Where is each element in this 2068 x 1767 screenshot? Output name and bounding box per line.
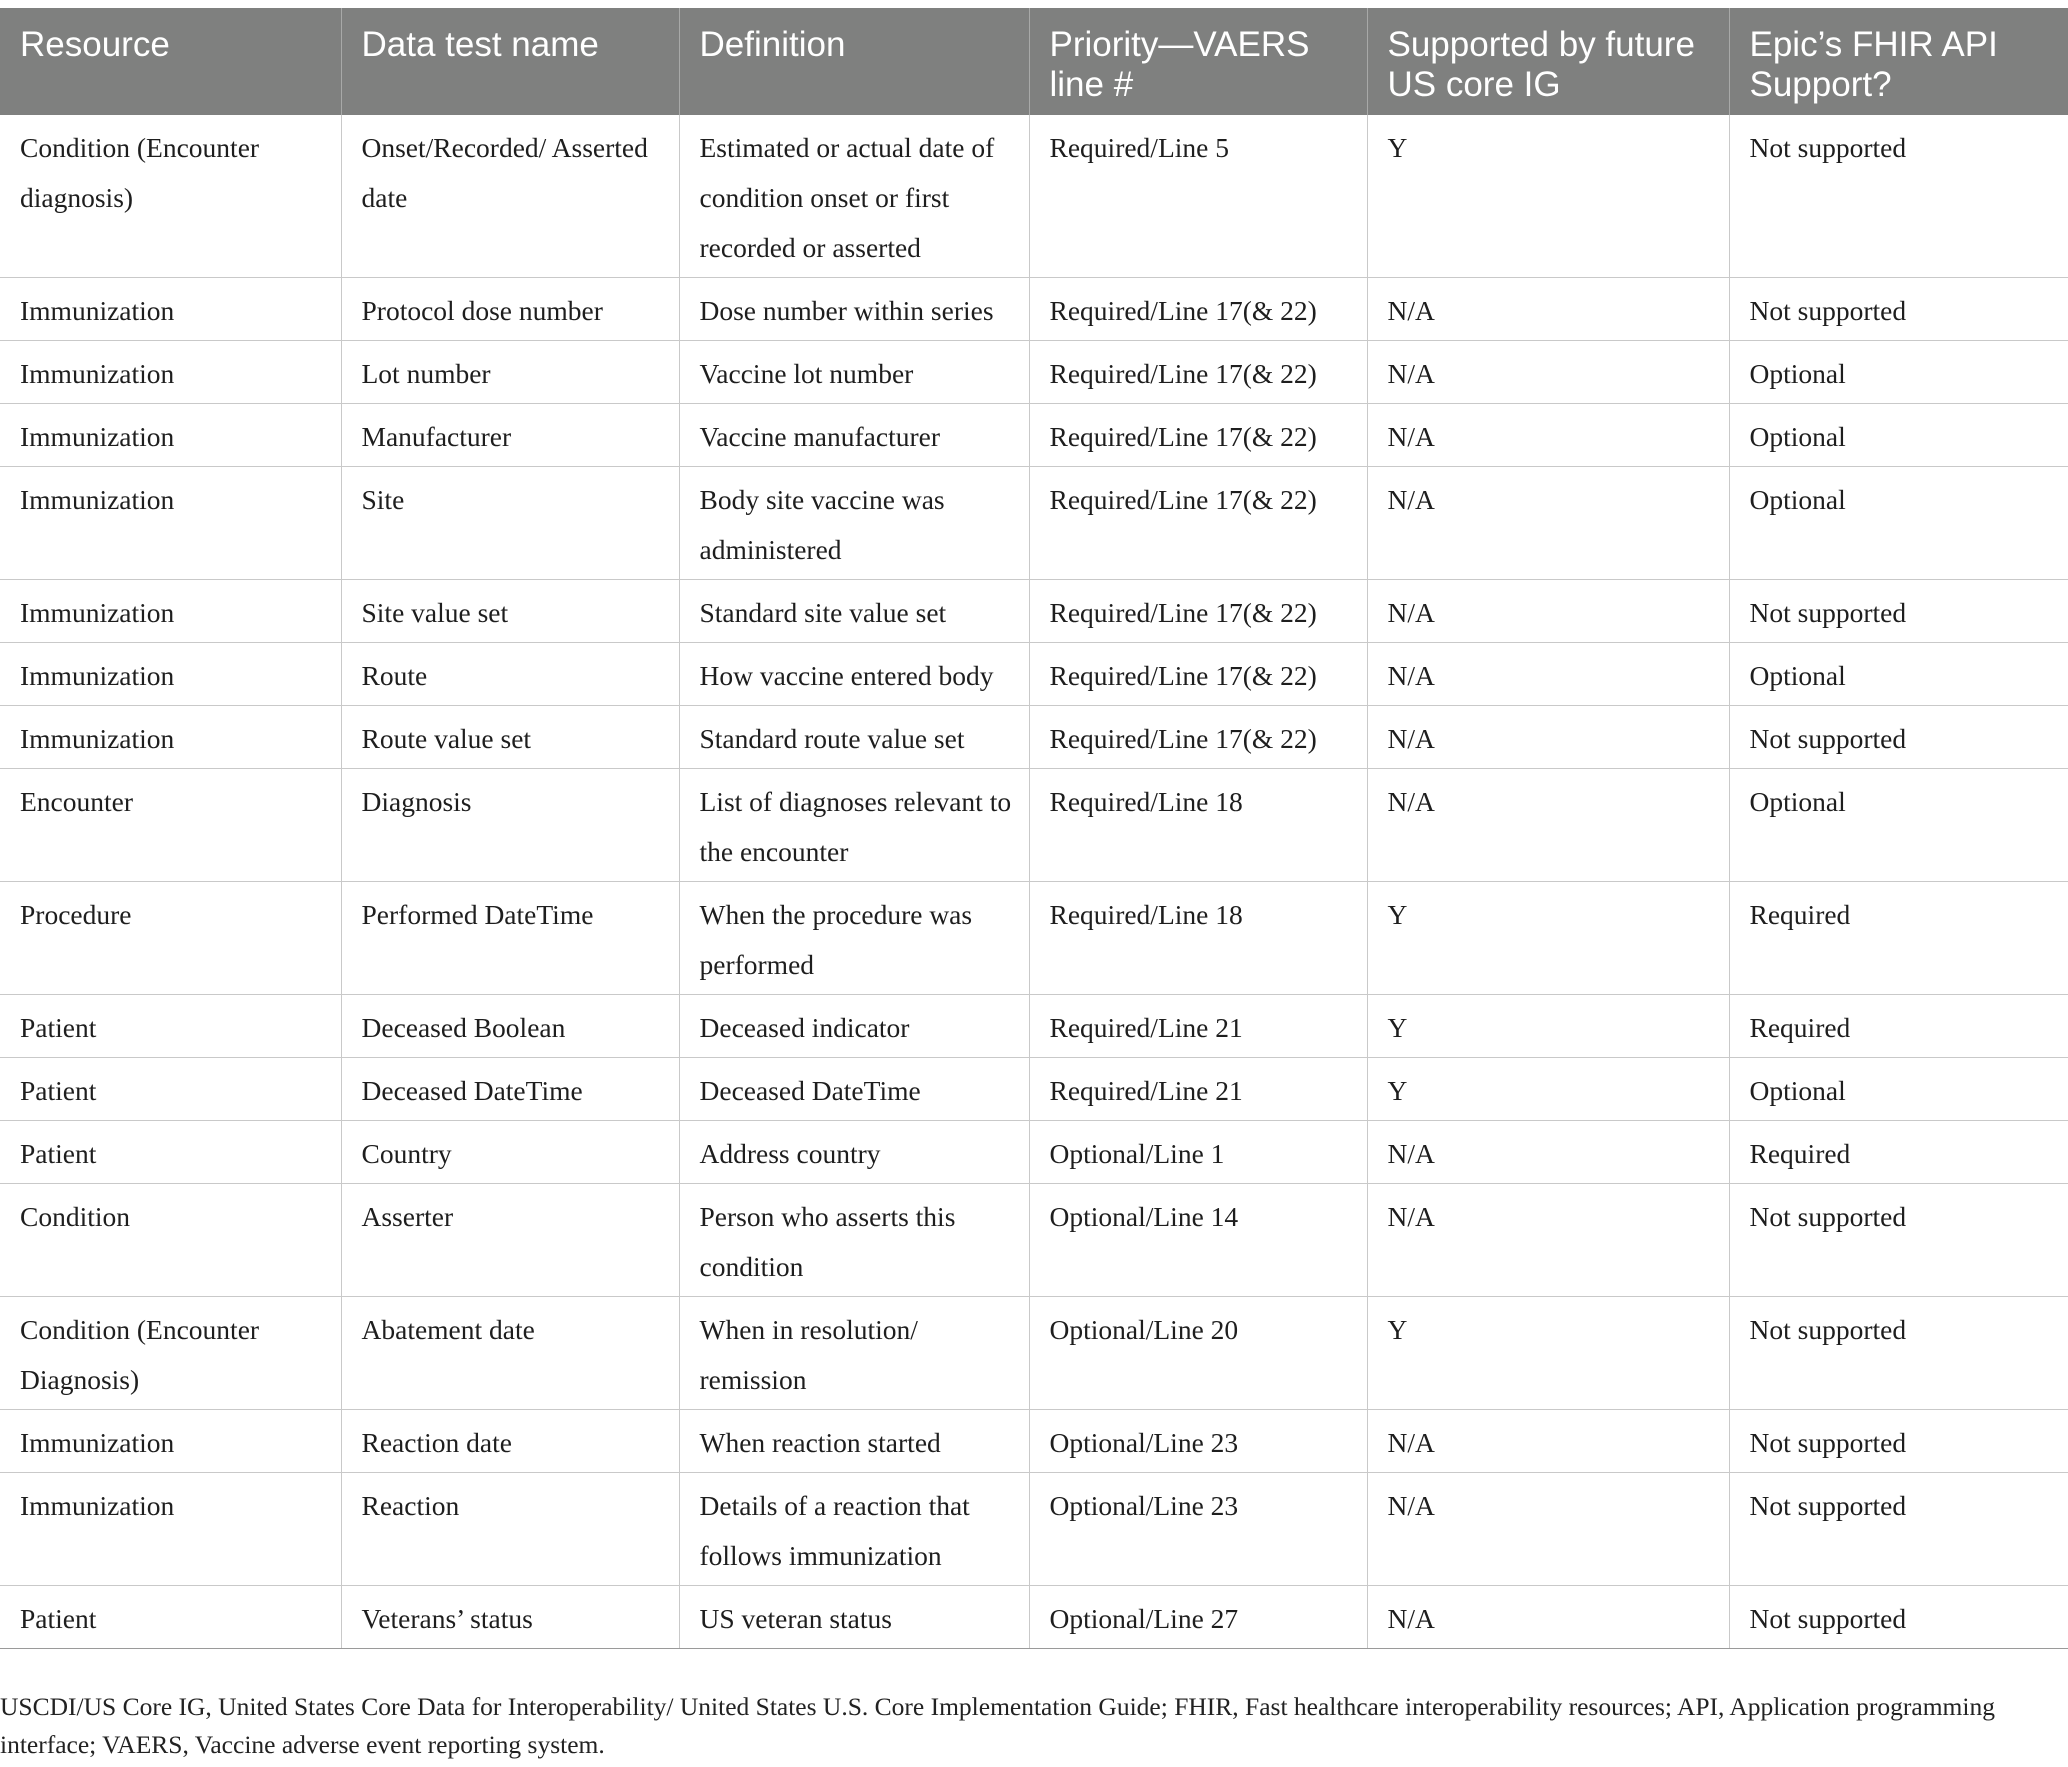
cell-definition: Vaccine manufacturer [679,404,1029,467]
cell-epic-fhir-api-support: Required [1729,882,2068,995]
cell-epic-fhir-api-support: Required [1729,1121,2068,1184]
cell-definition: When the procedure was performed [679,882,1029,995]
cell-priority-vaers-line: Required/Line 17(& 22) [1029,467,1367,580]
cell-us-core-ig-support: N/A [1367,1121,1729,1184]
cell-data-test-name: Performed DateTime [341,882,679,995]
cell-epic-fhir-api-support: Not supported [1729,115,2068,278]
table-row [0,1297,2068,1410]
cell-us-core-ig-support: Y [1367,115,1729,278]
cell-data-test-name: Country [341,1121,679,1184]
cell-priority-vaers-line: Required/Line 5 [1029,115,1367,278]
cell-resource: Patient [0,995,341,1058]
cell-us-core-ig-support: N/A [1367,278,1729,341]
table-row [0,404,2068,467]
cell-epic-fhir-api-support: Optional [1729,643,2068,706]
cell-resource: Immunization [0,1410,341,1473]
data-table [0,8,2068,1649]
cell-definition: Deceased indicator [679,995,1029,1058]
cell-priority-vaers-line: Required/Line 17(& 22) [1029,580,1367,643]
table-row [0,467,2068,580]
cell-us-core-ig-support: Y [1367,882,1729,995]
cell-priority-vaers-line: Required/Line 17(& 22) [1029,278,1367,341]
cell-priority-vaers-line: Optional/Line 23 [1029,1473,1367,1586]
cell-data-test-name: Route value set [341,706,679,769]
cell-us-core-ig-support: N/A [1367,1586,1729,1649]
table-row [0,769,2068,882]
table-row [0,882,2068,995]
cell-epic-fhir-api-support: Required [1729,995,2068,1058]
cell-resource: Procedure [0,882,341,995]
cell-epic-fhir-api-support: Not supported [1729,1184,2068,1297]
cell-definition: List of diagnoses relevant to the encounter [679,769,1029,882]
table-row [0,643,2068,706]
table-row [0,1410,2068,1473]
cell-epic-fhir-api-support: Optional [1729,769,2068,882]
cell-priority-vaers-line: Optional/Line 1 [1029,1121,1367,1184]
cell-priority-vaers-line: Required/Line 21 [1029,1058,1367,1121]
cell-epic-fhir-api-support: Optional [1729,341,2068,404]
cell-priority-vaers-line: Required/Line 21 [1029,995,1367,1058]
cell-epic-fhir-api-support: Not supported [1729,1473,2068,1586]
table-footnote: USCDI/US Core IG, United States Core Data for Interoperability/ United States U.S. Core Implementation Guide; FHIR, Fast healthcare interoperability resources; API, Application programming interface; VAERS, Vaccine adverse event reporting system. [0,1692,1995,1759]
cell-resource: Immunization [0,341,341,404]
cell-definition: Address country [679,1121,1029,1184]
cell-definition: Vaccine lot number [679,341,1029,404]
cell-us-core-ig-support: N/A [1367,706,1729,769]
cell-data-test-name: Site value set [341,580,679,643]
cell-resource: Condition (Encounter Diagnosis) [0,1297,341,1410]
cell-priority-vaers-line: Required/Line 17(& 22) [1029,341,1367,404]
table-row [0,341,2068,404]
cell-resource: Immunization [0,643,341,706]
cell-us-core-ig-support: N/A [1367,769,1729,882]
cell-resource: Condition [0,1184,341,1297]
cell-resource: Immunization [0,1473,341,1586]
cell-data-test-name: Deceased Boolean [341,995,679,1058]
cell-definition: Standard route value set [679,706,1029,769]
cell-us-core-ig-support: Y [1367,1058,1729,1121]
column-header-epic-fhir-api-support: Epic’s FHIR API Support? [1729,8,2068,115]
cell-us-core-ig-support: N/A [1367,1410,1729,1473]
cell-definition: Body site vaccine was administered [679,467,1029,580]
cell-resource: Immunization [0,404,341,467]
cell-definition: Estimated or actual date of condition onset or first recorded or asserted [679,115,1029,278]
cell-definition: Details of a reaction that follows immunization [679,1473,1029,1586]
cell-data-test-name: Protocol dose number [341,278,679,341]
column-header-priority-vaers-line: Priority—VAERS line # [1029,8,1367,115]
cell-us-core-ig-support: N/A [1367,643,1729,706]
header-row [0,8,2068,115]
cell-resource: Immunization [0,278,341,341]
table-header [0,8,2068,115]
cell-definition: Standard site value set [679,580,1029,643]
column-header-us-core-ig-support: Supported by future US core IG [1367,8,1729,115]
cell-data-test-name: Deceased DateTime [341,1058,679,1121]
cell-data-test-name: Onset/Recorded/ Asserted date [341,115,679,278]
table-row [0,1184,2068,1297]
cell-resource: Immunization [0,580,341,643]
cell-data-test-name: Manufacturer [341,404,679,467]
cell-resource: Patient [0,1058,341,1121]
cell-priority-vaers-line: Required/Line 18 [1029,882,1367,995]
table-row [0,1121,2068,1184]
cell-us-core-ig-support: N/A [1367,1184,1729,1297]
column-header-data-test-name: Data test name [341,8,679,115]
cell-epic-fhir-api-support: Not supported [1729,1410,2068,1473]
cell-epic-fhir-api-support: Not supported [1729,278,2068,341]
cell-priority-vaers-line: Required/Line 18 [1029,769,1367,882]
data-table-container [0,8,2068,1649]
cell-definition: Dose number within series [679,278,1029,341]
cell-us-core-ig-support: Y [1367,995,1729,1058]
table-row [0,1058,2068,1121]
cell-definition: Deceased DateTime [679,1058,1029,1121]
column-header-resource: Resource [0,8,341,115]
cell-us-core-ig-support: N/A [1367,404,1729,467]
cell-epic-fhir-api-support: Not supported [1729,580,2068,643]
cell-resource: Encounter [0,769,341,882]
cell-priority-vaers-line: Optional/Line 27 [1029,1586,1367,1649]
cell-epic-fhir-api-support: Optional [1729,404,2068,467]
cell-data-test-name: Reaction [341,1473,679,1586]
table-row [0,115,2068,278]
column-header-definition: Definition [679,8,1029,115]
cell-data-test-name: Route [341,643,679,706]
cell-us-core-ig-support: N/A [1367,341,1729,404]
table-row [0,1586,2068,1649]
table-row [0,580,2068,643]
cell-priority-vaers-line: Required/Line 17(& 22) [1029,643,1367,706]
cell-data-test-name: Diagnosis [341,769,679,882]
cell-us-core-ig-support: N/A [1367,1473,1729,1586]
table-row [0,995,2068,1058]
table-row [0,1473,2068,1586]
cell-data-test-name: Site [341,467,679,580]
cell-us-core-ig-support: N/A [1367,580,1729,643]
cell-resource: Immunization [0,467,341,580]
cell-us-core-ig-support: Y [1367,1297,1729,1410]
cell-epic-fhir-api-support: Optional [1729,467,2068,580]
cell-definition: Person who asserts this condition [679,1184,1029,1297]
cell-epic-fhir-api-support: Optional [1729,1058,2068,1121]
cell-priority-vaers-line: Optional/Line 20 [1029,1297,1367,1410]
cell-resource: Condition (Encounter diagnosis) [0,115,341,278]
cell-data-test-name: Reaction date [341,1410,679,1473]
cell-epic-fhir-api-support: Not supported [1729,1586,2068,1649]
cell-resource: Patient [0,1586,341,1649]
cell-data-test-name: Veterans’ status [341,1586,679,1649]
cell-priority-vaers-line: Optional/Line 23 [1029,1410,1367,1473]
table-row [0,706,2068,769]
cell-definition: When reaction started [679,1410,1029,1473]
cell-resource: Immunization [0,706,341,769]
cell-us-core-ig-support: N/A [1367,467,1729,580]
cell-definition: US veteran status [679,1586,1029,1649]
cell-epic-fhir-api-support: Not supported [1729,706,2068,769]
cell-resource: Patient [0,1121,341,1184]
cell-data-test-name: Abatement date [341,1297,679,1410]
cell-epic-fhir-api-support: Not supported [1729,1297,2068,1410]
cell-priority-vaers-line: Required/Line 17(& 22) [1029,404,1367,467]
table-body [0,115,2068,1649]
cell-priority-vaers-line: Required/Line 17(& 22) [1029,706,1367,769]
cell-data-test-name: Asserter [341,1184,679,1297]
cell-definition: How vaccine entered body [679,643,1029,706]
table-row [0,278,2068,341]
cell-priority-vaers-line: Optional/Line 14 [1029,1184,1367,1297]
cell-definition: When in resolution/ remission [679,1297,1029,1410]
cell-data-test-name: Lot number [341,341,679,404]
